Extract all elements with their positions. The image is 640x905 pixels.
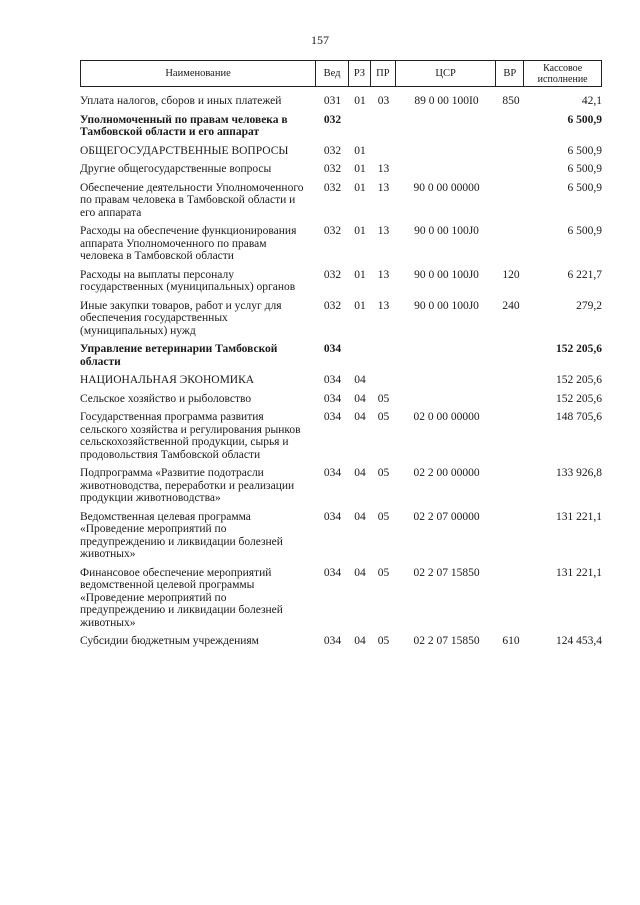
header-pr: ПР <box>371 61 396 86</box>
cell-name: Расходы на обеспечение функционирования аппарата Уполномоченного по правам человека в Тамбовской области <box>80 225 297 262</box>
cell-vr <box>497 343 525 368</box>
cell-rz: 01 <box>354 181 366 194</box>
cell-vr <box>497 225 525 263</box>
cell-pr: 05 <box>377 392 390 405</box>
cell-vr <box>497 411 525 461</box>
table-row <box>80 567 602 630</box>
cell-csr: 02 2 07 15850 <box>413 566 480 579</box>
table-row <box>80 225 602 263</box>
cell-ved: 032 <box>323 181 342 194</box>
table-row <box>80 393 602 406</box>
cell-ved: 034 <box>323 374 342 386</box>
cell-name: Другие общегосударственные вопросы <box>80 163 272 175</box>
cell-rz: 04 <box>354 635 366 647</box>
cell-amount: 131 221,1 <box>556 510 602 523</box>
table-header <box>80 60 602 87</box>
table-row <box>80 300 602 338</box>
cell-vr: 240 <box>502 299 520 312</box>
table-row <box>80 163 602 176</box>
cell-pr: 05 <box>377 566 390 579</box>
cell-csr: 02 2 07 00000 <box>413 510 480 523</box>
cell-csr <box>396 393 497 406</box>
cell-ved: 032 <box>323 268 342 281</box>
cell-rz: 04 <box>354 411 366 423</box>
cell-amount: 152 205,6 <box>556 374 602 386</box>
cell-rz: 01 <box>354 299 366 312</box>
cell-pr <box>371 145 396 158</box>
table-row <box>80 114 602 139</box>
cell-pr: 13 <box>377 299 390 312</box>
cell-csr: 90 0 00 100J0 <box>414 268 479 281</box>
cell-rz: 01 <box>354 268 366 281</box>
cell-name: Обеспечение деятельности Уполномоченного по правам человека в Тамбовской области и его аппарата <box>80 181 304 219</box>
table-row <box>80 374 602 387</box>
cell-pr <box>371 374 396 387</box>
cell-name: Управление ветеринарии Тамбовской области <box>80 343 278 368</box>
cell-vr <box>497 467 525 505</box>
cell-rz: 01 <box>354 163 366 175</box>
table-row <box>80 182 602 220</box>
cell-pr: 05 <box>377 635 390 647</box>
cell-vr <box>497 374 525 387</box>
cell-ved: 032 <box>323 113 342 126</box>
table-row <box>80 411 602 461</box>
cell-amount: 148 705,6 <box>556 411 602 423</box>
cell-amount: 152 205,6 <box>556 392 602 405</box>
cell-vr: 120 <box>502 268 520 281</box>
cell-amount: 6 500,9 <box>567 225 602 237</box>
cell-csr: 90 0 00 00000 <box>413 181 480 194</box>
cell-rz: 04 <box>354 392 366 405</box>
cell-name: Уплата налогов, сборов и иных платежей <box>80 95 282 107</box>
cell-name: Финансовое обеспечение мероприятий ведомственной целевой программы «Проведение мероприятий по предупреждению и ликвидации болезней животных» <box>80 566 283 629</box>
cell-name: Расходы на выплаты персоналу государственных (муниципальных) органов <box>80 268 296 293</box>
cell-pr: 13 <box>377 163 390 175</box>
cell-csr: 89 0 00 100I0 <box>414 95 479 107</box>
table-row <box>80 145 602 158</box>
cell-vr: 850 <box>502 95 520 107</box>
cell-ved: 034 <box>323 392 342 405</box>
cell-name: Подпрограмма «Развитие подотрасли животноводства, переработки и реализации продукции животноводства» <box>80 467 295 504</box>
cell-csr <box>396 114 497 139</box>
cell-vr <box>497 182 525 220</box>
table-row <box>80 95 602 108</box>
cell-ved: 034 <box>323 343 342 355</box>
cell-rz: 01 <box>354 225 366 237</box>
table-row <box>80 467 602 505</box>
cell-vr: 610 <box>502 635 520 647</box>
cell-csr <box>396 374 497 387</box>
cell-amount: 133 926,8 <box>556 467 602 479</box>
cell-rz: 04 <box>354 510 366 523</box>
cell-amount: 6 500,9 <box>567 113 602 126</box>
cell-amount: 42,1 <box>581 95 602 107</box>
cell-pr: 13 <box>377 268 390 281</box>
cell-amount: 279,2 <box>576 299 602 312</box>
cell-name: Уполномоченный по правам человека в Тамбовской области и его аппарат <box>80 113 288 138</box>
cell-vr <box>497 114 525 139</box>
table-row <box>80 269 602 294</box>
cell-rz: 04 <box>354 374 366 386</box>
cell-rz: 01 <box>354 144 366 157</box>
cell-name: Субсидии бюджетным учреждениям <box>80 635 259 647</box>
cell-csr <box>396 343 497 368</box>
cell-pr: 13 <box>377 181 390 194</box>
cell-vr <box>497 163 525 176</box>
cell-pr: 05 <box>377 510 390 523</box>
page-number: 157 <box>311 33 329 47</box>
cell-amount: 131 221,1 <box>556 566 602 579</box>
cell-pr: 13 <box>377 225 390 237</box>
table-row <box>80 511 602 561</box>
cell-amount: 6 500,9 <box>567 144 602 157</box>
table-row <box>80 635 602 648</box>
cell-vr <box>497 393 525 406</box>
cell-rz <box>349 114 371 139</box>
header-rz: РЗ <box>349 61 371 86</box>
cell-name: Государственная программа развития сельского хозяйства и регулирования рынков сельскохозяйственной продукции, сырья и продовольствия Тамбовской области <box>80 411 301 461</box>
table-body <box>80 95 602 654</box>
cell-csr <box>396 145 497 158</box>
cell-csr: 02 2 07 15850 <box>413 635 480 647</box>
cell-pr: 05 <box>377 467 390 479</box>
cell-pr <box>371 114 396 139</box>
cell-ved: 034 <box>323 467 342 479</box>
cell-ved: 032 <box>323 144 342 157</box>
cell-name: ОБЩЕГОСУДАРСТВЕННЫЕ ВОПРОСЫ <box>80 144 289 157</box>
cell-rz: 04 <box>354 566 366 579</box>
cell-pr: 05 <box>377 411 390 423</box>
cell-csr: 90 0 00 100J0 <box>414 299 479 312</box>
cell-amount: 6 500,9 <box>567 181 602 194</box>
cell-csr: 02 0 00 00000 <box>413 411 480 423</box>
header-csr: ЦСР <box>396 61 497 86</box>
cell-amount: 152 205,6 <box>556 343 602 355</box>
cell-name: Иные закупки товаров, работ и услуг для обеспечения государственных (муниципальных) нужд <box>80 299 282 337</box>
header-vr: ВР <box>496 61 524 86</box>
header-ved: Вед <box>316 61 349 86</box>
cell-ved: 031 <box>323 95 342 107</box>
cell-ved: 032 <box>323 299 342 312</box>
cell-name: НАЦИОНАЛЬНАЯ ЭКОНОМИКА <box>80 374 255 386</box>
cell-csr: 90 0 00 100J0 <box>414 225 479 237</box>
header-kass: Кассовое исполнение <box>537 62 588 85</box>
cell-csr <box>396 163 497 176</box>
cell-amount: 6 221,7 <box>567 268 602 281</box>
cell-amount: 124 453,4 <box>556 635 602 647</box>
cell-pr <box>371 343 396 368</box>
cell-rz: 01 <box>354 95 366 107</box>
cell-name: Ведомственная целевая программа «Проведение мероприятий по предупреждению и ликвидации болезней животных» <box>80 510 283 560</box>
cell-vr <box>497 145 525 158</box>
cell-ved: 032 <box>323 225 342 237</box>
cell-ved: 032 <box>323 163 342 175</box>
cell-pr: 03 <box>377 95 390 107</box>
cell-ved: 034 <box>323 566 342 579</box>
cell-ved: 034 <box>323 411 342 423</box>
cell-amount: 6 500,9 <box>567 163 602 175</box>
table-row <box>80 343 602 368</box>
cell-ved: 034 <box>323 510 342 523</box>
cell-vr <box>497 511 525 561</box>
cell-ved: 034 <box>323 635 342 647</box>
header-name: Наименование <box>81 61 316 86</box>
cell-name: Сельское хозяйство и рыболовство <box>80 392 252 405</box>
cell-csr: 02 2 00 00000 <box>413 467 480 479</box>
cell-vr <box>497 567 525 630</box>
cell-rz <box>349 343 371 368</box>
cell-rz: 04 <box>354 467 366 479</box>
